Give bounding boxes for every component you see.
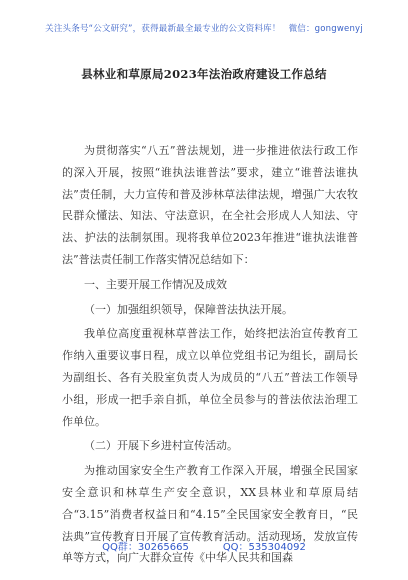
- subsection-heading-1: （一）加强组织领导，保障普法执法开展。: [84, 302, 293, 316]
- body-paragraph: 我单位高度重视林草普法工作，始终把法治宣传教育工作纳入重要议事日程，成立以单位党组书记为组长，副局长为副组长、各有关股室负责人为成员的“八五”普法工作领导小组，形成一把手亲自抓，单位全员参与的普法依法治理工作单位。: [62, 327, 358, 428]
- qq-group: QQ群：30265665: [102, 542, 189, 553]
- qq-number: QQ：535304092: [222, 542, 306, 553]
- contact-footer: [0, 538, 408, 553]
- subsection-heading-2: （二）开展下乡进村宣传活动。: [84, 439, 238, 453]
- promo-text: 关注头条号“公文研究”，获得最新最全最专业的公文资料库！: [45, 24, 281, 34]
- document-title: 县林业和草原局2023年法治政府建设工作总结: [81, 67, 327, 81]
- wechat-id: 微信：gongwenyj: [288, 24, 363, 34]
- promo-header: [0, 22, 408, 34]
- document-body: [62, 140, 358, 569]
- body-paragraph: 为推动国家安全生产教育工作深入开展，增强全民国家安全意识和林草生产安全意识，XX县林业和草原局结合“3.15”消费者权益日和“4.15”全民国家安全教育日，“民法典”宣传教育日开展了宣传教育活动。活动现场，发放宣传单等方式，向广大群众宣传《中华人民共和国森: [62, 464, 358, 565]
- section-heading: 一、主要开展工作情况及成效: [84, 277, 227, 291]
- intro-paragraph: 为贯彻落实“八五”普法规划，进一步推进依法行政工作的深入开展，按照“谁执法谁普法”要求，建立“谁普法谁执法”责任制，大力宣传和普及涉林草法律法规，增强广大农牧民群众懂法、知法、守法意识，在全社会形成人人知法、守法、护法的法制氛围。现将我单位2023年推进“谁执法谁普法”普法责任制工作落实情况总结如下：: [62, 144, 358, 266]
